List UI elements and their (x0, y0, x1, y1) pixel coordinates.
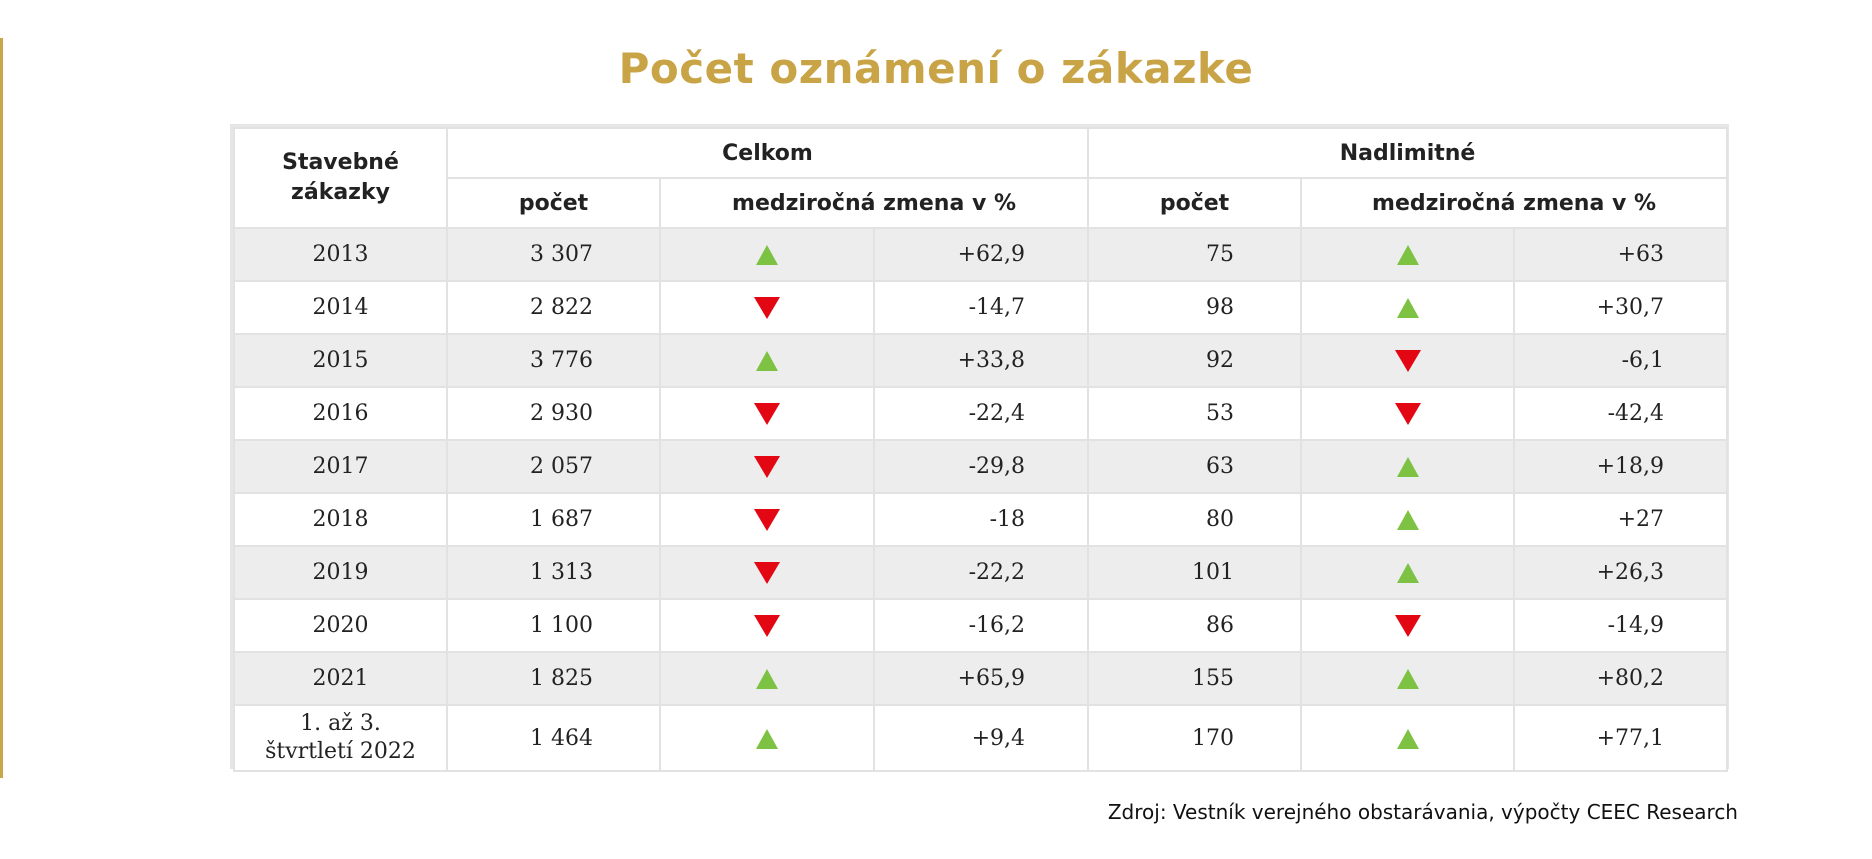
year-cell: 2013 (234, 228, 447, 281)
celkom-count-cell: 1 825 (447, 652, 660, 705)
nad-change-cell: +27 (1514, 493, 1727, 546)
celkom-trend-cell (660, 228, 874, 281)
triangle-up-icon (1397, 245, 1419, 265)
nad-count-cell: 92 (1088, 334, 1301, 387)
chart-title: Počet oznámení o zákazke (618, 44, 1254, 93)
triangle-down-icon (754, 297, 780, 319)
nad-count-cell: 53 (1088, 387, 1301, 440)
year-cell: 2021 (234, 652, 447, 705)
nad-count-cell: 98 (1088, 281, 1301, 334)
celkom-count-cell: 1 687 (447, 493, 660, 546)
triangle-down-icon (1395, 615, 1421, 637)
triangle-up-icon (1397, 669, 1419, 689)
table-row (234, 281, 1727, 334)
celkom-count-cell: 3 776 (447, 334, 660, 387)
nad-count-cell: 63 (1088, 440, 1301, 493)
table-row (234, 652, 1727, 705)
triangle-up-icon (756, 729, 778, 749)
subheader-celkom-count: počet (447, 178, 660, 228)
nad-count-cell: 170 (1088, 705, 1301, 771)
nad-count-cell: 86 (1088, 599, 1301, 652)
triangle-up-icon (756, 669, 778, 689)
nad-trend-cell (1301, 228, 1514, 281)
table-row (234, 493, 1727, 546)
nad-change-cell: -42,4 (1514, 387, 1727, 440)
triangle-down-icon (1395, 403, 1421, 425)
triangle-down-icon (754, 562, 780, 584)
celkom-change-cell: -22,4 (874, 387, 1088, 440)
nad-trend-cell (1301, 546, 1514, 599)
celkom-trend-cell (660, 334, 874, 387)
celkom-trend-cell (660, 493, 874, 546)
celkom-trend-cell (660, 387, 874, 440)
triangle-up-icon (1397, 298, 1419, 318)
celkom-change-cell: +65,9 (874, 652, 1088, 705)
table-row (234, 599, 1727, 652)
nad-count-cell: 80 (1088, 493, 1301, 546)
row-header-label: Stavebné zákazky (282, 150, 399, 205)
year-cell: 2020 (234, 599, 447, 652)
celkom-change-cell: -22,2 (874, 546, 1088, 599)
nad-change-cell: -14,9 (1514, 599, 1727, 652)
nad-change-cell: +26,3 (1514, 546, 1727, 599)
triangle-up-icon (1397, 729, 1419, 749)
table-row (234, 334, 1727, 387)
triangle-down-icon (754, 615, 780, 637)
nad-count-cell: 75 (1088, 228, 1301, 281)
table-row (234, 705, 1727, 771)
celkom-trend-cell (660, 599, 874, 652)
celkom-change-cell: -29,8 (874, 440, 1088, 493)
table-row (234, 546, 1727, 599)
nad-trend-cell (1301, 493, 1514, 546)
nad-change-cell: -6,1 (1514, 334, 1727, 387)
left-accent-rule (0, 38, 3, 778)
triangle-up-icon (756, 351, 778, 371)
data-table (233, 127, 1728, 772)
year-cell: 2014 (234, 281, 447, 334)
celkom-trend-cell (660, 546, 874, 599)
group-header-celkom: Celkom (447, 128, 1088, 178)
celkom-count-cell: 2 822 (447, 281, 660, 334)
table-body (234, 228, 1727, 771)
nad-change-cell: +30,7 (1514, 281, 1727, 334)
triangle-up-icon (756, 245, 778, 265)
nad-count-cell: 155 (1088, 652, 1301, 705)
celkom-change-cell: -14,7 (874, 281, 1088, 334)
source-note: Zdroj: Vestník verejného obstarávania, výpočty CEEC Research (1107, 800, 1738, 824)
celkom-count-cell: 2 930 (447, 387, 660, 440)
nad-trend-cell (1301, 599, 1514, 652)
nad-trend-cell (1301, 281, 1514, 334)
celkom-trend-cell (660, 652, 874, 705)
nad-trend-cell (1301, 652, 1514, 705)
nad-change-cell: +77,1 (1514, 705, 1727, 771)
celkom-trend-cell (660, 705, 874, 771)
triangle-down-icon (1395, 350, 1421, 372)
table-row (234, 228, 1727, 281)
table-row (234, 440, 1727, 493)
triangle-up-icon (1397, 510, 1419, 530)
nad-change-cell: +18,9 (1514, 440, 1727, 493)
row-header (234, 128, 447, 228)
triangle-up-icon (1397, 563, 1419, 583)
celkom-count-cell: 1 313 (447, 546, 660, 599)
subheader-celkom-change: medziročná zmena v % (660, 178, 1088, 228)
year-cell: 2016 (234, 387, 447, 440)
nad-trend-cell (1301, 440, 1514, 493)
celkom-trend-cell (660, 281, 874, 334)
celkom-change-cell: +62,9 (874, 228, 1088, 281)
nad-count-cell: 101 (1088, 546, 1301, 599)
triangle-down-icon (754, 509, 780, 531)
nad-trend-cell (1301, 334, 1514, 387)
nad-change-cell: +63 (1514, 228, 1727, 281)
year-cell: 2015 (234, 334, 447, 387)
year-cell: 2019 (234, 546, 447, 599)
celkom-change-cell: -16,2 (874, 599, 1088, 652)
celkom-count-cell: 1 464 (447, 705, 660, 771)
celkom-change-cell: +33,8 (874, 334, 1088, 387)
subheader-nad-count: počet (1088, 178, 1301, 228)
year-cell: 1. až 3. štvrtletí 2022 (234, 705, 447, 771)
celkom-change-cell: +9,4 (874, 705, 1088, 771)
celkom-change-cell: -18 (874, 493, 1088, 546)
celkom-count-cell: 3 307 (447, 228, 660, 281)
triangle-up-icon (1397, 457, 1419, 477)
triangle-down-icon (754, 456, 780, 478)
table-row (234, 387, 1727, 440)
nad-trend-cell (1301, 705, 1514, 771)
triangle-down-icon (754, 403, 780, 425)
year-cell: 2018 (234, 493, 447, 546)
celkom-trend-cell (660, 440, 874, 493)
celkom-count-cell: 2 057 (447, 440, 660, 493)
group-header-nadlimitne: Nadlimitné (1088, 128, 1727, 178)
year-cell: 2017 (234, 440, 447, 493)
celkom-count-cell: 1 100 (447, 599, 660, 652)
subheader-nad-change: medziročná zmena v % (1301, 178, 1727, 228)
nad-trend-cell (1301, 387, 1514, 440)
nad-change-cell: +80,2 (1514, 652, 1727, 705)
